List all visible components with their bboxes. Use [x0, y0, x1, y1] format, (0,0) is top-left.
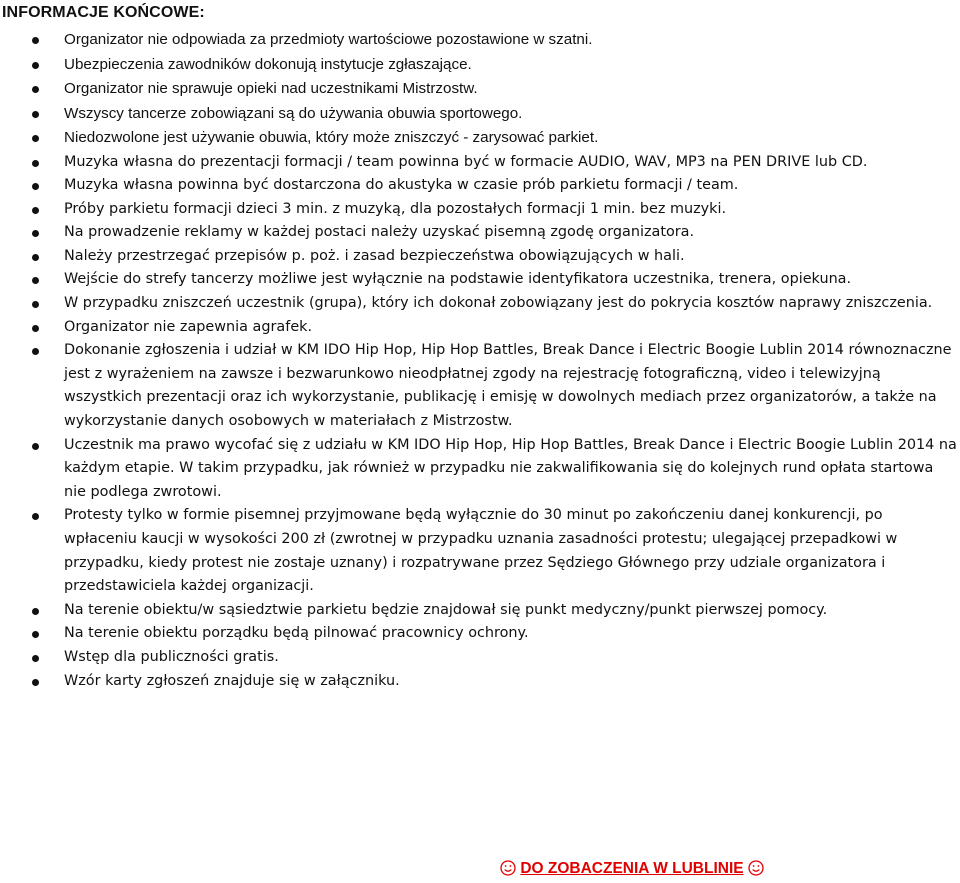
bullet-icon — [32, 679, 39, 686]
list-item-text: Na prowadzenie reklamy w każdej postaci należy uzyskać pisemną zgodę organizatora. — [64, 224, 695, 241]
bullet-icon — [32, 254, 39, 261]
list-item — [0, 622, 960, 646]
list-item — [0, 126, 960, 151]
bullet-icon — [32, 325, 39, 332]
list-item — [0, 77, 960, 102]
list-item — [0, 28, 960, 53]
list-item — [0, 670, 960, 694]
list-item-text: Protesty tylko w formie pisemnej przyjmowane będą wyłącznie do 30 minut po zakończeniu danej konkurencji, po wpłaceniu kaucji w wysokości 200 zł (zwrotnej w przypadku uznania zasadności protestu; ulegającej przepadkowi w przypadku, kiedy protest nie zostaje uznany) i rozpatrywane przez Sędziego Głównego przy udziale organizatora i przedstawiciela każdej organizacji. — [64, 507, 898, 595]
list-item-text: Wstęp dla publiczności gratis. — [64, 648, 279, 665]
list-item-text: Na terenie obiektu porządku będą pilnować pracownicy ochrony. — [64, 625, 529, 642]
list-item-text: Dokonanie zgłoszenia i udział w KM IDO Hip Hop, Hip Hop Battles, Break Dance i Electric Boogie Lublin 2014 równoznaczne jest z wyrażeniem na zawsze i bezwarunkowo nieodpłatnej zgody na rejestrację fotograficzną, video i telewizyjną wszystkich prezentacji oraz ich wykorzystanie, publikację i emisję w dowolnych mediach przez organizatorów, a także na wykorzystanie danych osobowych w materiałach z Mistrzostw. — [64, 342, 952, 430]
list-item — [0, 174, 960, 198]
list-item — [0, 221, 960, 245]
list-item — [0, 339, 960, 433]
bullet-icon — [32, 135, 39, 142]
list-item-text: W przypadku zniszczeń uczestnik (grupa), który ich dokonał zobowiązany jest do pokrycia kosztów naprawy zniszczenia. — [64, 295, 933, 312]
bullet-icon — [32, 301, 39, 308]
list-item-text: Organizator nie zapewnia agrafek. — [64, 318, 313, 335]
list-item — [0, 151, 960, 175]
list-item — [0, 245, 960, 269]
smiley-icon — [748, 860, 764, 881]
list-item — [0, 53, 960, 78]
page-heading: INFORMACJE KOŃCOWE: — [2, 4, 205, 21]
info-list — [0, 28, 960, 693]
bullet-icon — [32, 230, 39, 237]
bullet-icon — [32, 86, 39, 93]
list-item — [0, 198, 960, 222]
list-item-text: Wzór karty zgłoszeń znajduje się w załączniku. — [64, 672, 400, 689]
bullet-icon — [32, 608, 39, 615]
bullet-icon — [32, 655, 39, 662]
list-item-text: Niedozwolone jest używanie obuwia, który może zniszczyć - zarysować parkiet. — [64, 129, 599, 146]
list-item-text: Próby parkietu formacji dzieci 3 min. z muzyką, dla pozostałych formacji 1 min. bez muzyki. — [64, 200, 727, 217]
bullet-icon — [32, 37, 39, 44]
list-item-text: Organizator nie odpowiada za przedmioty wartościowe pozostawione w szatni. — [64, 31, 593, 48]
farewell-text: DO ZOBACZENIA W LUBLINIE — [520, 860, 744, 877]
list-item — [0, 434, 960, 505]
list-item-text: Uczestnik ma prawo wycofać się z udziału w KM IDO Hip Hop, Hip Hop Battles, Break Dance i Electric Boogie Lublin 2014 na każdym etapie. W takim przypadku, jak również w przypadku nie zakwalifikowania się do kolejnych rund opłata startowa nie podlega zwrotowi. — [64, 436, 957, 500]
farewell-footer — [500, 860, 764, 881]
list-item — [0, 316, 960, 340]
list-item-text: Ubezpieczenia zawodników dokonują instytucje zgłaszające. — [64, 55, 472, 73]
smiley-icon — [500, 860, 516, 881]
list-item — [0, 102, 960, 127]
list-item-text: Muzyka własna powinna być dostarczona do akustyka w czasie prób parkietu formacji / team. — [64, 177, 739, 194]
list-item — [0, 504, 960, 598]
bullet-icon — [32, 631, 39, 638]
bullet-icon — [32, 183, 39, 190]
bullet-icon — [32, 160, 39, 167]
bullet-icon — [32, 62, 39, 69]
bullet-icon — [32, 348, 39, 355]
list-item-text: Należy przestrzegać przepisów p. poż. i zasad bezpieczeństwa obowiązujących w hali. — [64, 247, 685, 264]
list-item-text: Na terenie obiektu/w sąsiedztwie parkietu będzie znajdował się punkt medyczny/punkt pierwszej pomocy. — [64, 601, 828, 618]
bullet-icon — [32, 513, 39, 520]
bullet-icon — [32, 443, 39, 450]
list-item — [0, 646, 960, 670]
list-item — [0, 268, 960, 292]
list-item — [0, 292, 960, 316]
list-item-text: Wszyscy tancerze zobowiązani są do używania obuwia sportowego. — [64, 104, 523, 122]
list-item — [0, 599, 960, 623]
bullet-icon — [32, 207, 39, 214]
list-item-text: Muzyka własna do prezentacji formacji / team powinna być w formacie AUDIO, WAV, MP3 na PEN DRIVE lub CD. — [64, 153, 868, 170]
bullet-icon — [32, 277, 39, 284]
list-item-text: Organizator nie sprawuje opieki nad uczestnikami Mistrzostw. — [64, 80, 478, 97]
bullet-icon — [32, 111, 39, 118]
list-item-text: Wejście do strefy tancerzy możliwe jest wyłącznie na podstawie identyfikatora uczestnika, trenera, opiekuna. — [64, 271, 852, 288]
